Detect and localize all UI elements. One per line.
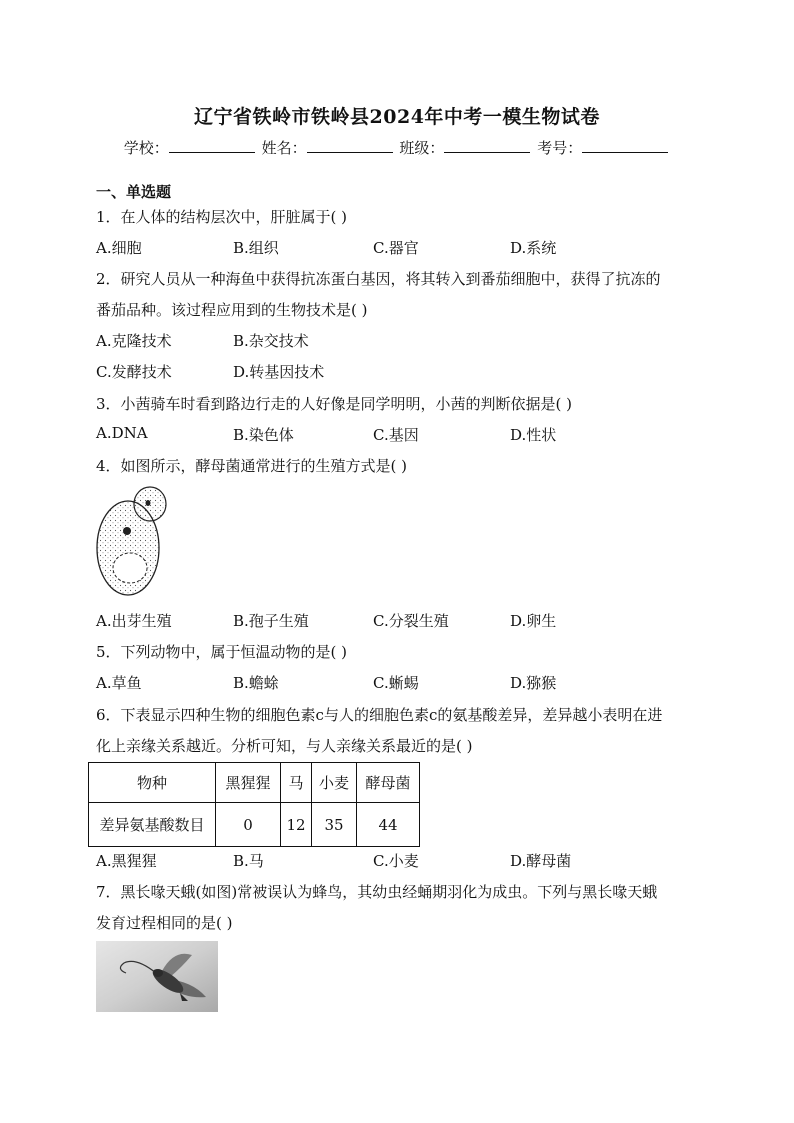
class-blank[interactable] [444, 138, 530, 153]
q4-option-d[interactable]: D.卵生 [510, 612, 557, 630]
school-label: 学校： [123, 139, 169, 157]
q2-option-d[interactable]: D.转基因技术 [233, 363, 325, 381]
q1-option-b[interactable]: B.组织 [233, 239, 279, 257]
table-cell: 44 [357, 803, 420, 847]
q6-stem-line2: 化上亲缘关系越近。分析可知，与人亲缘关系最近的是( ) [96, 737, 473, 755]
q5-option-d[interactable]: D.猕猴 [510, 674, 557, 692]
q3-option-c[interactable]: C.基因 [373, 426, 419, 444]
q5-option-a[interactable]: A.草鱼 [96, 674, 142, 692]
q7-stem-line1: 7．黑长喙天蛾(如图)常被误认为蜂鸟，其幼虫经蛹期羽化为成虫。下列与黑长喙天蛾 [96, 883, 658, 901]
table-header-cell: 马 [281, 763, 312, 803]
table-cell: 12 [281, 803, 312, 847]
q2-option-a[interactable]: A.克隆技术 [96, 332, 172, 350]
q3-option-b[interactable]: B.染色体 [233, 426, 294, 444]
table-header-row [89, 763, 420, 803]
school-blank[interactable] [169, 138, 255, 153]
q4-option-b[interactable]: B.孢子生殖 [233, 612, 309, 630]
yeast-budding-figure [94, 484, 174, 602]
exam-title: 辽宁省铁岭市铁岭县2024年中考一模生物试卷 [194, 106, 600, 128]
q3-stem: 3．小茜骑车时看到路边行走的人好像是同学明明，小茜的判断依据是( ) [96, 395, 573, 413]
q4-stem: 4．如图所示，酵母菌通常进行的生殖方式是( ) [96, 457, 408, 475]
q6-option-c[interactable]: C.小麦 [373, 852, 419, 870]
q1-option-d[interactable]: D.系统 [510, 239, 557, 257]
q5-option-b[interactable]: B.蟾蜍 [233, 674, 279, 692]
q7-stem-line2: 发育过程相同的是( ) [96, 914, 233, 932]
table-header-cell: 酵母菌 [357, 763, 420, 803]
q1-option-a[interactable]: A.细胞 [96, 239, 142, 257]
name-label: 姓名： [261, 139, 307, 157]
q2-option-c[interactable]: C.发酵技术 [96, 363, 172, 381]
q6-stem-line1: 6．下表显示四种生物的细胞色素c与人的细胞色素c的氨基酸差异，差异越小表明在进 [96, 706, 663, 724]
q2-option-b[interactable]: B.杂交技术 [233, 332, 309, 350]
q6-option-b[interactable]: B.马 [233, 852, 264, 870]
student-info-line [0, 137, 794, 158]
q3-option-a[interactable]: A.DNA [96, 424, 148, 442]
q2-stem-line1: 2．研究人员从一种海鱼中获得抗冻蛋白基因，将其转入到番茄细胞中，获得了抗冻的 [96, 270, 661, 288]
q6-option-d[interactable]: D.酵母菌 [510, 852, 572, 870]
q4-option-c[interactable]: C.分裂生殖 [373, 612, 449, 630]
q1-option-c[interactable]: C.器官 [373, 239, 419, 257]
table-header-cell: 物种 [89, 763, 216, 803]
number-label: 考号： [537, 139, 583, 157]
q2-stem-line2: 番茄品种。该过程应用到的生物技术是( ) [96, 301, 368, 319]
amino-acid-difference-table [88, 762, 420, 847]
table-header-cell: 小麦 [312, 763, 357, 803]
hawk-moth-photo [96, 941, 218, 1012]
table-cell: 0 [216, 803, 281, 847]
number-blank[interactable] [582, 138, 668, 153]
q3-option-d[interactable]: D.性状 [510, 426, 557, 444]
q4-option-a[interactable]: A.出芽生殖 [96, 612, 172, 630]
section-heading: 一、单选题 [96, 183, 172, 201]
q5-option-c[interactable]: C.蜥蜴 [373, 674, 419, 692]
name-blank[interactable] [307, 138, 393, 153]
table-header-cell: 黑猩猩 [216, 763, 281, 803]
table-row [89, 803, 420, 847]
class-label: 班级： [399, 139, 445, 157]
q1-stem: 1．在人体的结构层次中，肝脏属于( ) [96, 208, 348, 226]
q5-stem: 5．下列动物中，属于恒温动物的是( ) [96, 643, 348, 661]
table-cell: 35 [312, 803, 357, 847]
table-cell: 差异氨基酸数目 [89, 803, 216, 847]
q6-option-a[interactable]: A.黑猩猩 [96, 852, 157, 870]
